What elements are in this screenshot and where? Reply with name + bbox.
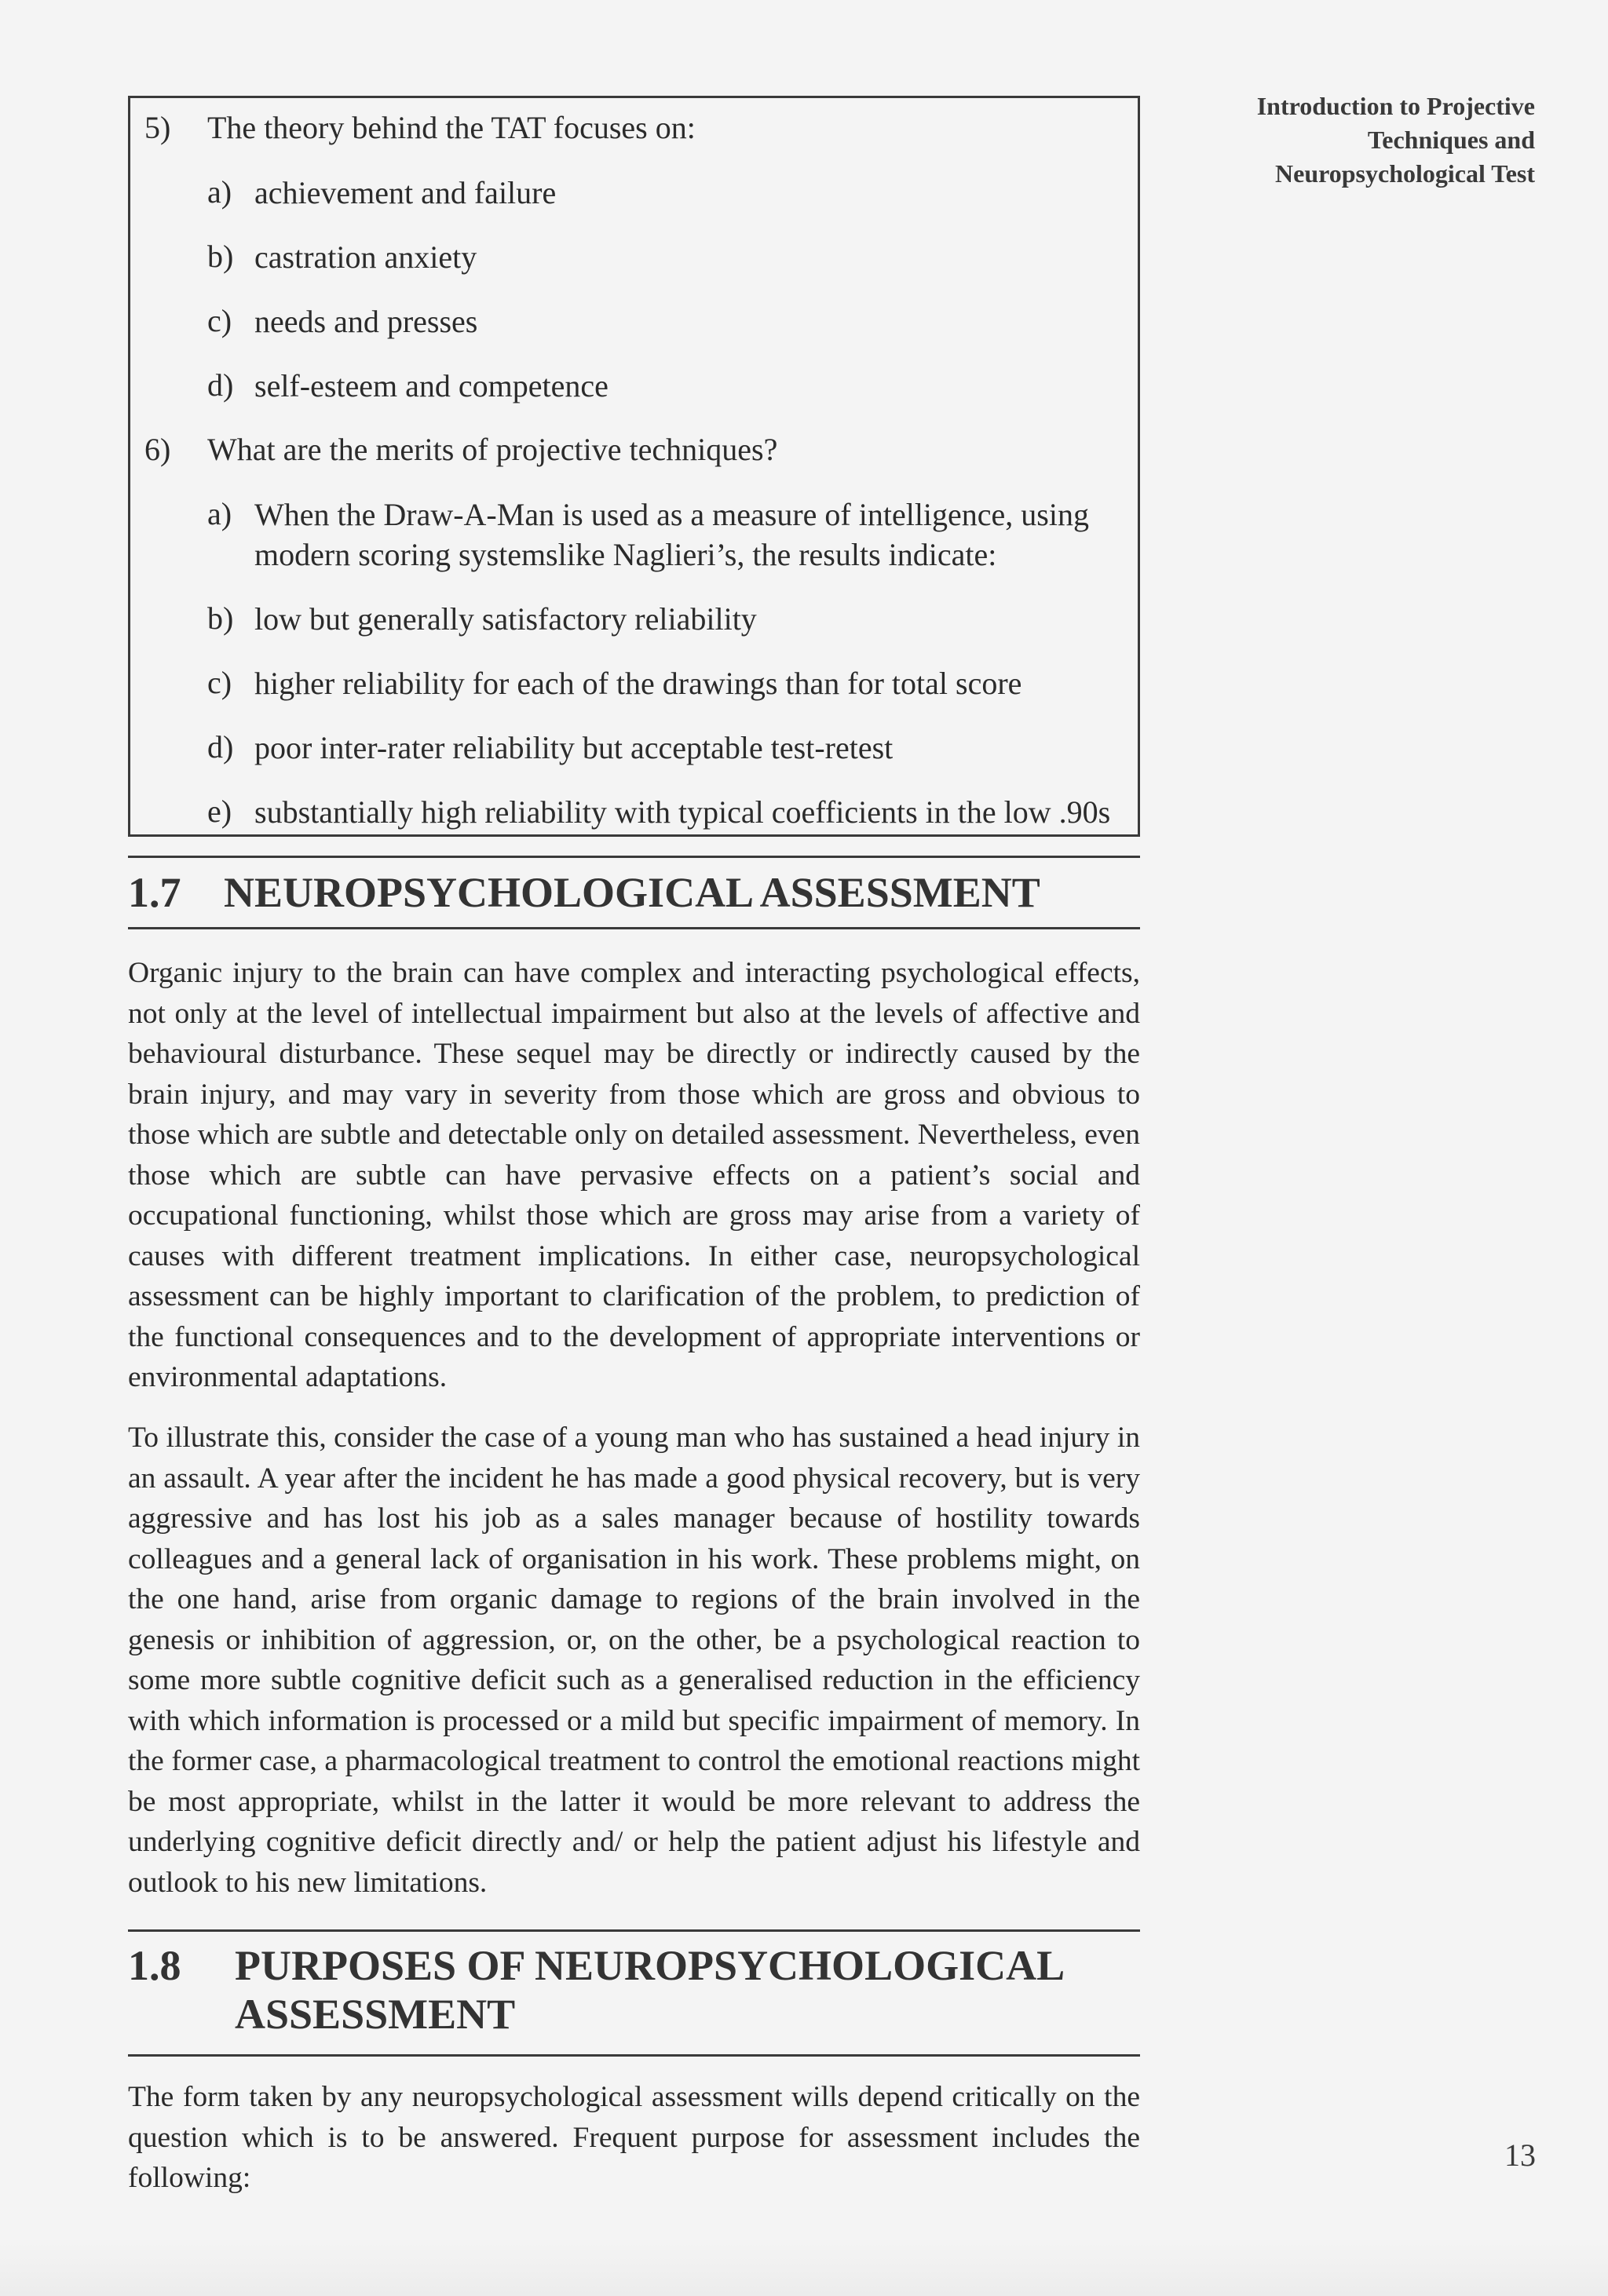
section-heading-1-8 <box>128 1941 1140 2039</box>
section-number: 1.8 <box>128 1942 181 1989</box>
option-text: When the Draw-A-Man is used as a measure of intelligence, using modern scoring systemslike Naglieri’s, the results indicate: <box>254 497 1089 572</box>
option-text: needs and presses <box>254 304 478 339</box>
section-title: NEUROPSYCHOLOGICAL ASSESSMENT <box>224 869 1040 916</box>
option-letter: d) <box>207 367 234 403</box>
option-letter: c) <box>207 303 232 338</box>
section-title <box>235 1941 1140 2039</box>
option-text: achievement and failure <box>254 175 557 210</box>
section-rule <box>128 856 1140 858</box>
self-assessment-box <box>128 96 1140 837</box>
option-letter: a) <box>207 174 232 210</box>
option-text: higher reliability for each of the drawings than for total score <box>254 666 1022 701</box>
question-number: 6) <box>144 432 171 467</box>
option-letter: b) <box>207 239 234 274</box>
running-header-line: Techniques and <box>1367 126 1535 154</box>
body-paragraph: To illustrate this, consider the case of a young man who has sustained a head injury in an assault. A year after the incident he has made a good physical recovery, but is very aggressive and has lost his job as a sales manager because of hostility towards colleagues and a general lack of organisation in his work. These problems might, on the one hand, arise from organic damage to regions of the brain involved in the genesis or inhibition of aggression, or, on the other, be a psychological reaction to some more subtle cognitive deficit such as a generalised reduction in the efficiency with which information is processed or a mild but specific impairment of memory. In the former case, a pharmacological treatment to control the emotional reactions might be most appropriate, whilst in the latter it would be more relevant to address the underlying cognitive deficit directly and/ or help the patient adjust his lifestyle and outlook to his new limitations. <box>128 1422 1140 1899</box>
option-letter: d) <box>207 729 234 765</box>
option-letter: c) <box>207 665 232 700</box>
section-heading-1-7 <box>128 868 1140 917</box>
option-letter: b) <box>207 600 234 636</box>
option-text: self-esteem and competence <box>254 368 608 403</box>
section-rule <box>128 2054 1140 2057</box>
body-paragraph: The form taken by any neuropsychological assessment wills depend critically on the question which is to be answered. Frequent purpose for assessment includes the following: <box>128 2081 1140 2194</box>
question-text: The theory behind the TAT focuses on: <box>207 110 696 145</box>
body-paragraph: Organic injury to the brain can have complex and interacting psychological effects, not only at the level of intellectual impairment but also at the levels of affective and behavioural disturbance. These sequel may be directly or indirectly caused by the brain injury, and may vary in severity from those which are gross and obvious to those which are subtle and detectable only on detailed assessment. Nevertheless, even those which are subtle can have pervasive effects on a patient’s social and occupational functioning, whilst those which are gross may arise from a variety of causes with different treatment implications. In either case, neuropsychological assessment can be highly important to clarification of the problem, to prediction of the functional consequences and to the development of appropriate interventions or environmental adaptations. <box>128 957 1140 1393</box>
section-rule <box>128 1929 1140 1932</box>
running-header-line: Introduction to Projective <box>1256 92 1535 120</box>
question-number: 5) <box>144 110 171 145</box>
running-header-line: Neuropsychological Test <box>1275 159 1535 188</box>
question-text: What are the merits of projective techniques? <box>207 432 778 467</box>
section-title-line: PURPOSES OF NEUROPSYCHOLOGICAL <box>235 1942 1065 1989</box>
section-title-line: ASSESSMENT <box>235 1991 516 2038</box>
page-number: 13 <box>1504 2137 1536 2173</box>
page-bottom-edge <box>0 2241 1608 2296</box>
option-text: poor inter-rater reliability but acceptable test-retest <box>254 730 894 765</box>
option-text: castration anxiety <box>254 239 477 275</box>
running-header <box>1174 89 1535 191</box>
section-number: 1.7 <box>128 869 181 916</box>
option-text: low but generally satisfactory reliability <box>254 601 757 637</box>
option-text: substantially high reliability with typical coefficients in the low .90s <box>254 794 1111 830</box>
section-rule <box>128 927 1140 929</box>
option-letter: a) <box>207 496 232 531</box>
option-letter: e) <box>207 794 232 829</box>
